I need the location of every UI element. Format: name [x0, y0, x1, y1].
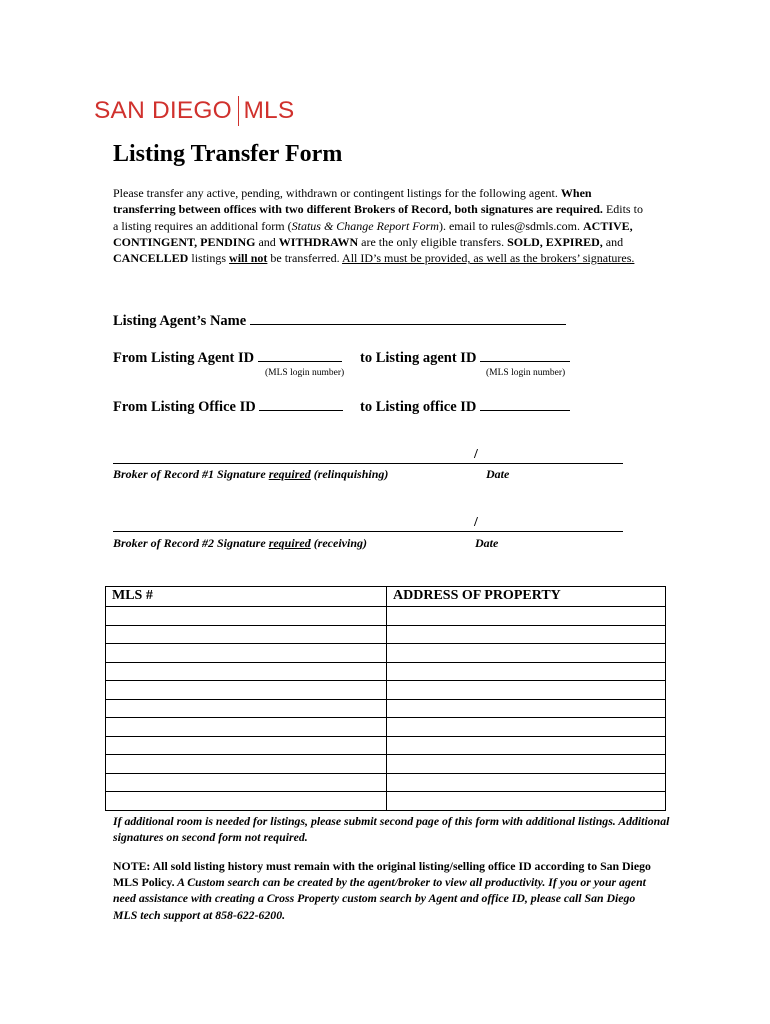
intro-signatures-required: When transferring between offices with two different Brokers of Record, both signatures are required.	[113, 186, 603, 217]
broker1-label-c: (relinquishing)	[310, 467, 389, 481]
address-cell[interactable]	[387, 625, 666, 644]
table-row	[106, 773, 666, 792]
logo-text-right: MLS	[243, 97, 295, 124]
from-office-id-field[interactable]	[259, 398, 343, 411]
broker2-label-required: required	[268, 536, 311, 550]
table-row	[106, 736, 666, 755]
table-row	[106, 792, 666, 811]
table-row	[106, 625, 666, 644]
mls-number-cell[interactable]	[106, 662, 387, 681]
agent-name-field[interactable]	[250, 312, 566, 325]
to-agent-id-hint: (MLS login number)	[486, 368, 566, 378]
table-row	[106, 699, 666, 718]
broker1-label-required: required	[268, 467, 311, 481]
from-agent-id-row	[113, 349, 342, 367]
broker1-signature-line[interactable]	[113, 463, 623, 464]
intro-text-5: ). email to rules@sdmls.com.	[438, 218, 583, 233]
mls-number-cell[interactable]	[106, 792, 387, 811]
to-agent-id-row	[360, 349, 570, 367]
table-header-row	[106, 587, 666, 607]
intro-text-7: and	[255, 234, 279, 249]
table-row	[106, 607, 666, 626]
broker2-signature-label	[113, 536, 367, 551]
intro-text-11: and	[602, 234, 624, 249]
intro-text-13: listings	[188, 251, 230, 266]
table-row	[106, 681, 666, 700]
intro-text-9: are the only eligible transfers.	[358, 234, 508, 249]
mls-number-header: MLS #	[106, 587, 387, 607]
logo-divider	[238, 96, 240, 126]
form-title: Listing Transfer Form	[113, 141, 343, 167]
intro-ids-required: All ID’s must be provided, as well as the brokers’ signatures.	[342, 251, 635, 266]
intro-text-3: Edits to a listing requires an additional form (	[113, 202, 643, 233]
agent-name-label: Listing Agent’s Name	[113, 313, 247, 329]
mls-number-cell[interactable]	[106, 644, 387, 663]
to-agent-id-field[interactable]	[480, 349, 570, 362]
san-diego-mls-logo	[94, 96, 294, 126]
to-office-id-label: to Listing office ID	[360, 399, 477, 415]
logo-text-left: SAN DIEGO	[94, 97, 232, 124]
from-office-id-row	[113, 398, 343, 416]
table-row	[106, 718, 666, 737]
address-cell[interactable]	[387, 662, 666, 681]
broker2-label-c: (receiving)	[310, 536, 367, 550]
mls-number-cell[interactable]	[106, 718, 387, 737]
intro-text-15: be transferred.	[267, 251, 343, 266]
from-agent-id-label: From Listing Agent ID	[113, 350, 255, 366]
mls-number-cell[interactable]	[106, 773, 387, 792]
address-cell[interactable]	[387, 736, 666, 755]
broker2-label-a: Broker of Record #2 Signature	[113, 536, 269, 550]
broker2-signature-line[interactable]	[113, 531, 623, 532]
mls-number-cell[interactable]	[106, 607, 387, 626]
broker2-date-separator: /	[474, 515, 478, 530]
broker2-date-label: Date	[475, 536, 499, 550]
intro-paragraph	[113, 185, 648, 266]
address-cell[interactable]	[387, 792, 666, 811]
broker1-date-separator: /	[474, 447, 478, 462]
mls-number-cell[interactable]	[106, 755, 387, 774]
address-header: ADDRESS OF PROPERTY	[387, 587, 666, 607]
intro-withdrawn: WITHDRAWN	[278, 234, 359, 249]
from-agent-id-hint: (MLS login number)	[265, 368, 345, 378]
to-office-id-row	[360, 398, 570, 416]
intro-text-1: Please transfer any active, pending, withdrawn or contingent listings for the following agent.	[113, 186, 561, 200]
address-cell[interactable]	[387, 699, 666, 718]
to-office-id-field[interactable]	[480, 398, 570, 411]
address-cell[interactable]	[387, 755, 666, 774]
broker1-label-a: Broker of Record #1 Signature	[113, 467, 269, 481]
broker1-signature-label	[113, 467, 388, 482]
table-row	[106, 662, 666, 681]
additional-room-note: If additional room is needed for listings, please submit second page of this form with additional listings. Additional signatures on second form not required.	[113, 814, 670, 844]
intro-form-name: Status & Change Report Form	[291, 218, 439, 233]
to-agent-id-label: to Listing agent ID	[360, 350, 477, 366]
table-row	[106, 644, 666, 663]
sold-history-note-bold: NOTE: All sold listing history must remain with the original listing/selling office ID according to San Diego MLS Policy.	[113, 859, 651, 890]
sold-history-note	[113, 858, 658, 923]
mls-number-cell[interactable]	[106, 681, 387, 700]
sold-history-note-italic: A Custom search can be created by the agent/broker to view all productivity. If you or your agent need assistance with creating a Cross Property custom search by Agent and office ID, please call San Diego MLS tech support at 858-622-6200.	[113, 875, 646, 922]
address-cell[interactable]	[387, 773, 666, 792]
intro-will-not: will not	[229, 251, 268, 266]
mls-number-cell[interactable]	[106, 699, 387, 718]
table-row	[106, 755, 666, 774]
address-cell[interactable]	[387, 644, 666, 663]
mls-number-cell[interactable]	[106, 625, 387, 644]
intro-eligible-statuses: ACTIVE, CONTINGENT, PENDING	[113, 218, 633, 249]
address-cell[interactable]	[387, 607, 666, 626]
address-cell[interactable]	[387, 681, 666, 700]
address-cell[interactable]	[387, 718, 666, 737]
listings-table	[105, 586, 666, 811]
intro-ineligible-statuses: SOLD, EXPIRED,	[507, 234, 603, 249]
broker1-date-label: Date	[486, 467, 510, 481]
intro-cancelled: CANCELLED	[113, 251, 189, 266]
from-office-id-label: From Listing Office ID	[113, 399, 256, 415]
agent-name-row	[113, 312, 566, 330]
mls-number-cell[interactable]	[106, 736, 387, 755]
from-agent-id-field[interactable]	[258, 349, 342, 362]
